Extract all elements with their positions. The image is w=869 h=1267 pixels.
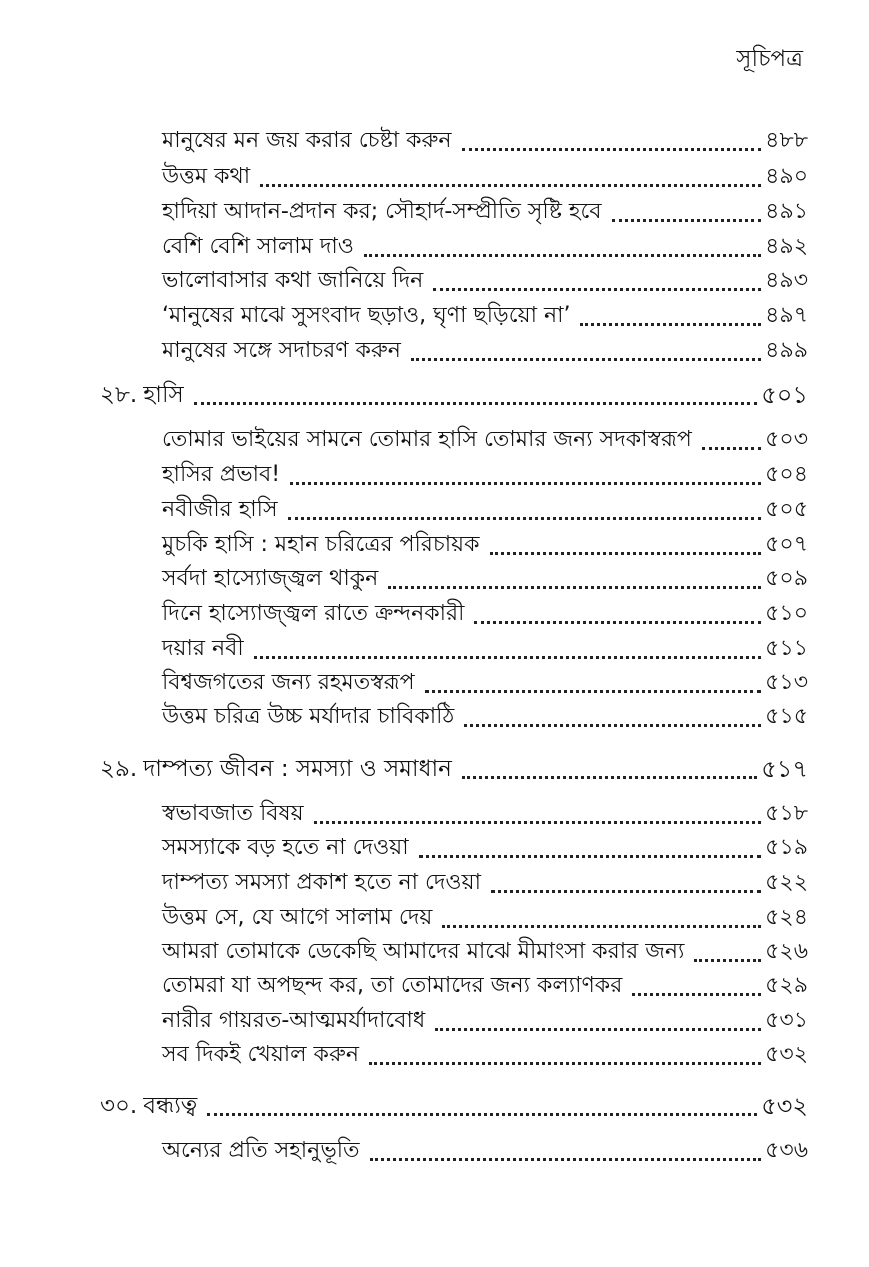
toc-entry-row bbox=[162, 634, 808, 664]
dot-leader bbox=[474, 621, 761, 624]
toc-entry-row bbox=[162, 1136, 808, 1166]
toc-entry-title bbox=[162, 903, 432, 933]
entry-title-text: তোমরা যা অপছন্দ কর, তা তোমাদের জন্য কল্যাণকর bbox=[162, 973, 623, 998]
toc-entry-row bbox=[162, 903, 808, 933]
dot-leader bbox=[288, 517, 762, 520]
page-number: ৫৩২ bbox=[761, 1092, 808, 1120]
toc-entry-title bbox=[162, 702, 454, 732]
entry-title-text: বন্ধ্যত্ব bbox=[143, 1093, 198, 1119]
entry-title-text: বিশ্বজগতের জন্য রহমতস্বরূপ bbox=[162, 670, 415, 695]
toc-entry-title bbox=[100, 380, 184, 410]
page-number: ৫২৪ bbox=[765, 905, 808, 930]
dot-leader bbox=[491, 890, 761, 893]
entry-title-text: হাসির প্রভাব! bbox=[162, 462, 281, 487]
dot-leader bbox=[411, 358, 761, 361]
page-number: ৫০৫ bbox=[765, 497, 808, 522]
entry-title-text: দিনে হাস্যোজ্জ্বল রাতে ক্রন্দনকারী bbox=[162, 601, 465, 626]
chapter-number: ২৯. bbox=[100, 756, 138, 782]
toc-entry-title bbox=[162, 937, 684, 967]
toc-entry-row bbox=[162, 799, 808, 829]
dot-leader bbox=[369, 1062, 761, 1065]
entry-title-text: মুচকি হাসি : মহান চরিত্রের পরিচায়ক bbox=[162, 532, 480, 557]
toc-entry-title bbox=[162, 799, 304, 829]
toc-chapter-row bbox=[100, 754, 808, 784]
toc-entry-row bbox=[162, 868, 808, 898]
entry-title-text: বেশি বেশি সালাম দাও bbox=[162, 234, 354, 259]
dot-leader bbox=[207, 1113, 757, 1116]
page-number: ৫০৩ bbox=[765, 427, 808, 452]
toc-entry-title bbox=[162, 425, 692, 455]
toc-entry-row bbox=[162, 232, 808, 262]
entry-title-text: সব দিকই খেয়াল করুন bbox=[162, 1042, 359, 1067]
toc-entry-row bbox=[162, 1040, 808, 1070]
toc-entry-row bbox=[162, 336, 808, 366]
page-number: ৪৯৯ bbox=[765, 338, 808, 363]
page-number: ৫২২ bbox=[765, 870, 808, 895]
toc-entry-row bbox=[162, 460, 808, 490]
toc-entry-title bbox=[162, 668, 415, 698]
dot-leader bbox=[702, 447, 761, 450]
entry-title-text: উত্তম কথা bbox=[162, 164, 251, 189]
page-number: ৫১০ bbox=[765, 601, 808, 626]
toc-entry-row bbox=[162, 599, 808, 629]
dot-leader bbox=[694, 959, 761, 962]
page-number: ৫৩২ bbox=[765, 1042, 808, 1067]
toc-entry-title bbox=[100, 754, 452, 784]
toc-entry-row bbox=[162, 937, 808, 967]
dot-leader bbox=[464, 724, 761, 727]
toc-entry-title bbox=[100, 1091, 197, 1121]
entry-title-text: দাম্পত্য জীবন : সমস্যা ও সমাধান bbox=[143, 756, 452, 782]
dot-leader bbox=[254, 656, 762, 659]
toc-entry-row bbox=[162, 126, 808, 156]
toc-entry-title bbox=[162, 162, 250, 192]
toc-entry-title bbox=[162, 868, 481, 898]
dot-leader bbox=[612, 219, 762, 222]
entry-title-text: সমস্যাকে বড় হতে না দেওয়া bbox=[162, 835, 409, 860]
entry-title-text: নারীর গায়রত-আত্মমর্যাদাবোধ bbox=[162, 1008, 426, 1033]
toc-entry-row bbox=[162, 702, 808, 732]
toc-entry-row bbox=[162, 197, 808, 227]
page-number: ৫১৫ bbox=[765, 704, 808, 729]
entry-title-text: ভালোবাসার কথা জানিয়ে দিন bbox=[162, 268, 424, 293]
running-header: সূচিপত্র bbox=[736, 46, 803, 72]
toc-entry-title bbox=[162, 833, 409, 863]
entry-title-text: ‘মানুষের মাঝে সুসংবাদ ছড়াও, ঘৃণা ছড়িয়ো না’ bbox=[162, 303, 571, 328]
dot-leader bbox=[314, 821, 762, 824]
entry-title-text: উত্তম চরিত্র উচ্চ মর্যাদার চাবিকাঠি bbox=[162, 704, 455, 729]
entry-title-text: হাদিয়া আদান-প্রদান কর; সৌহার্দ-সম্প্রীতি সৃষ্টি হবে bbox=[162, 199, 602, 224]
page-number: ৫০৭ bbox=[765, 532, 808, 557]
page-number: ৪৯২ bbox=[765, 234, 808, 259]
entry-title-text: অন্যের প্রতি সহানুভূতি bbox=[162, 1138, 360, 1163]
toc-chapter-row bbox=[100, 1091, 808, 1121]
page-number: ৫৩১ bbox=[765, 1008, 808, 1033]
toc-entry-title bbox=[162, 126, 452, 156]
entry-title-text: মানুষের সঙ্গে সদাচরণ করুন bbox=[162, 338, 401, 363]
page-number: ৫০১ bbox=[761, 381, 808, 409]
toc-entry-title bbox=[162, 301, 570, 331]
dot-leader bbox=[194, 402, 758, 405]
page-number: ৫১৩ bbox=[765, 670, 808, 695]
page-number: ৪৯৭ bbox=[765, 303, 808, 328]
toc-entry-row bbox=[162, 530, 808, 560]
dot-leader bbox=[364, 254, 761, 257]
toc-entry-row bbox=[162, 971, 808, 1001]
page-number: ৫২৯ bbox=[765, 973, 808, 998]
toc-entry-title bbox=[162, 1136, 360, 1166]
entry-title-text: সর্বদা হাস্যোজ্জ্বল থাকুন bbox=[162, 566, 379, 591]
toc-entry-title bbox=[162, 336, 401, 366]
toc-entry-title bbox=[162, 197, 602, 227]
toc-entry-row bbox=[162, 1006, 808, 1036]
dot-leader bbox=[260, 184, 761, 187]
dot-leader bbox=[490, 552, 762, 555]
toc-entry-title bbox=[162, 495, 278, 525]
entry-title-text: মানুষের মন জয় করার চেষ্টা করুন bbox=[162, 128, 452, 153]
toc-entry-title bbox=[162, 1040, 359, 1070]
toc-entry-row bbox=[162, 833, 808, 863]
page-number: ৫৩৬ bbox=[765, 1138, 808, 1163]
dot-leader bbox=[290, 482, 761, 485]
page-number: ৫১৭ bbox=[761, 755, 808, 783]
dot-leader bbox=[435, 1028, 761, 1031]
page-number: ৫১১ bbox=[765, 636, 808, 661]
entry-title-text: হাসি bbox=[143, 382, 184, 408]
entry-title-text: দয়ার নবী bbox=[162, 636, 244, 661]
toc-entry-row bbox=[162, 495, 808, 525]
page-number: ৪৮৮ bbox=[765, 128, 808, 153]
dot-leader bbox=[462, 776, 757, 779]
dot-leader bbox=[388, 586, 761, 589]
toc-entry-title bbox=[162, 599, 464, 629]
page-number: ৫০৯ bbox=[765, 566, 808, 591]
toc-entry-title bbox=[162, 266, 423, 296]
toc-entry-row bbox=[162, 668, 808, 698]
toc-entry-row bbox=[162, 564, 808, 594]
dot-leader bbox=[442, 925, 761, 928]
toc-entry-row bbox=[162, 301, 808, 331]
page-number: ৫২৬ bbox=[765, 939, 808, 964]
dot-leader bbox=[632, 993, 761, 996]
entry-title-text: তোমার ভাইয়ের সামনে তোমার হাসি তোমার জন্য সদকাস্বরূপ bbox=[162, 427, 692, 452]
page-number: ৫০৪ bbox=[765, 462, 808, 487]
chapter-number: ২৮. bbox=[100, 382, 138, 408]
dot-leader bbox=[580, 323, 761, 326]
entry-title-text: দাম্পত্য সমস্যা প্রকাশ হতে না দেওয়া bbox=[162, 870, 481, 895]
toc-entry-title bbox=[162, 971, 622, 1001]
toc-entry-title bbox=[162, 232, 354, 262]
dot-leader bbox=[462, 148, 762, 151]
entry-title-text: আমরা তোমাকে ডেকেছি আমাদের মাঝে মীমাংসা করার জন্য bbox=[162, 939, 685, 964]
dot-leader bbox=[425, 690, 762, 693]
page-number: ৪৯৩ bbox=[765, 268, 808, 293]
toc-entry-title bbox=[162, 530, 480, 560]
page-number: ৪৯১ bbox=[765, 199, 808, 224]
toc-entry-title bbox=[162, 1006, 425, 1036]
toc-entry-row bbox=[162, 162, 808, 192]
toc-chapter-row bbox=[100, 380, 808, 410]
dot-leader bbox=[433, 288, 761, 291]
toc-entry-title bbox=[162, 460, 280, 490]
entry-title-text: উত্তম সে, যে আগে সালাম দেয় bbox=[162, 905, 433, 930]
entry-title-text: নবীজীর হাসি bbox=[162, 497, 278, 522]
chapter-number: ৩০. bbox=[100, 1093, 138, 1119]
page-number: ৫১৯ bbox=[765, 835, 808, 860]
dot-leader bbox=[419, 855, 762, 858]
toc-entry-title bbox=[162, 634, 244, 664]
dot-leader bbox=[370, 1158, 762, 1161]
page-number: ৪৯০ bbox=[765, 164, 808, 189]
toc-entry-row bbox=[162, 425, 808, 455]
toc-entry-row bbox=[162, 266, 808, 296]
page-number: ৫১৮ bbox=[765, 801, 808, 826]
entry-title-text: স্বভাবজাত বিষয় bbox=[162, 801, 304, 826]
toc-entry-title bbox=[162, 564, 378, 594]
